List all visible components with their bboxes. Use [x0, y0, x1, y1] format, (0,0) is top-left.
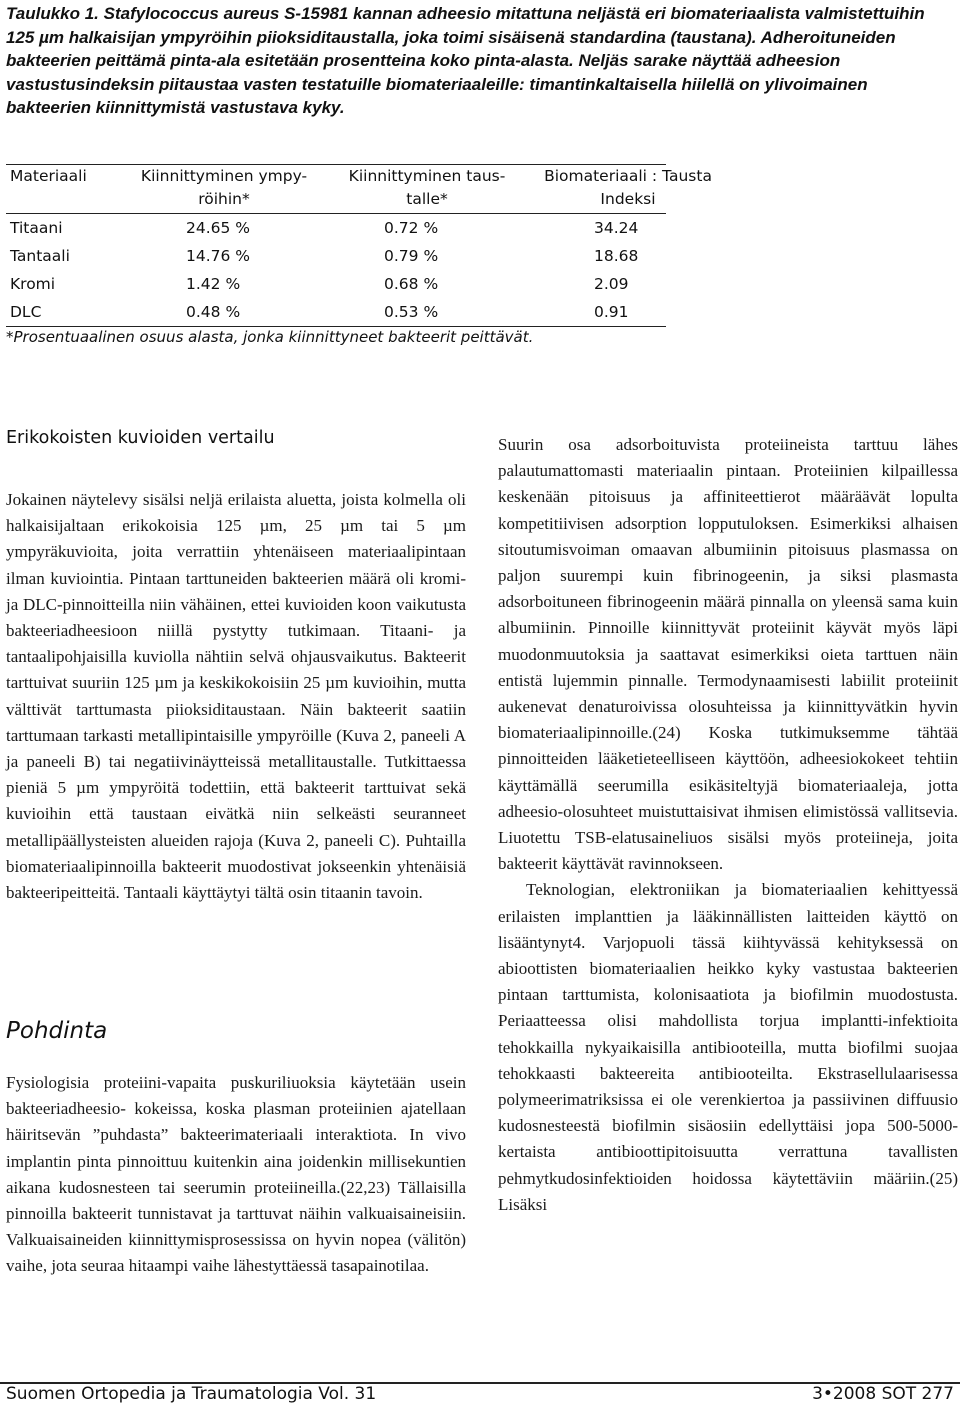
section-title: Erikokoisten kuvioiden vertailu: [6, 428, 275, 448]
left-column-discussion: [6, 1070, 466, 1280]
table-caption: Taulukko 1. Stafylococcus aureus S-15981 kannan adheesio mitattuna neljästä eri biomateriaalista valmistettuihin 125 µm halkaisijan ympyröihin piioksiditaustalla, joka toimi sisäisenä standardina (taustana). Adheroituneiden bakteerien peittämä pinta-ala esitetään prosentteina koko pinta-alasta. Neljäs sarake näyttää adheesion vastustusindeksin piitaustaa vasten testatuille biomateriaaleille: timantinkaltaisella hiilellä on ylivoimainen bakteerien kiinnittymistä vastustava kyky.: [6, 4, 925, 117]
table-header-pattern-adhesion: Kiinnittyminen ympy-röihin*: [140, 167, 308, 208]
table-cell: 18.68: [594, 247, 639, 265]
body-paragraph: Fysiologisia proteiini-vapaita puskuriliuoksia käytetään usein bakteeriadheesio- kokeissa, koska plasman proteiinien ajatellaan häiritsevän ”puhdasta” bakteerimateriaali interaktiota. In vivo implantin pinta pinnoittuu kuitenkin aina joidenkin millisekuntien aikana kudosnesteen tai seerumin proteiineilla.(22,23) Tällaisilla pinnoilla bakteerit tunnistavat ja tarttuvat näihin valkuaisaineisiin. Valkuaisaineiden kiinnittymisprosessissa on hyvin nopea (välitön) vaihe, jota seuraa hitaampi vaihe lähestyttäessä tasapainotilaa.: [6, 1073, 466, 1276]
table-cell: 0.79 %: [384, 247, 439, 265]
table-cell: 0.72 %: [384, 219, 439, 237]
table-cell: Titaani: [10, 219, 63, 237]
table-header-index: Biomateriaali : Tausta Indeksi: [544, 167, 712, 208]
table-cell: Kromi: [10, 275, 56, 293]
table-cell: 0.91: [594, 303, 629, 321]
right-column-body: [498, 432, 958, 1218]
left-column-body: [6, 487, 466, 906]
body-paragraph: Jokainen näytelevy sisälsi neljä erilaista aluetta, joista kolmella oli halkaisijaltaan erikokoisia 125 µm, 25 µm tai 5 µm ympyräkuvioita, joita verrattiin yhtenäiseen materiaalipintaan ilman kuviointia. Pintaan tarttuneiden bakteerien määrä oli kromi- ja DLC-pinnoitteilla niin vähäinen, ettei kuvioiden koon vaikutusta bakteeriadheesioon niillä pystytty tutkimaan. Titaani- ja tantaalipohjaisilla kuviolla nähtiin selvä ohjausvaikutus. Bakteerit tarttuivat suuriin 125 µm ja keskikokoisiin 25 µm kuvioihin, mutta välttivät tarttumasta piioksiditaustaan. Näin bakteerit saatiin tarttumaan tarkasti metallipintaisille ympyröille (Kuva 2, paneeli A ja paneeli B) tai negatiivinäytteissä metallitaustalle. Tutkittaessa pieniä 5 µm ympyröitä todettiin, että bakteerit tarttuivat sekä kuvioihin että taustaan eivätkä niin selkeästi seuranneet metallipäällysteisten alueiden rajoja (Kuva 2, paneeli C). Puhtailla biomateriaalipinnoilla bakteerit muodostivat jokseenkin yhtenäisiä bakteeripeitteitä. Tantaali käyttäytyi tältä osin titaanin tavoin.: [6, 490, 466, 903]
table-cell: 34.24: [594, 219, 639, 237]
table-row: [6, 213, 666, 242]
table-cell: 0.68 %: [384, 275, 439, 293]
table-header-material: Materiaali: [10, 167, 87, 185]
body-paragraph: Teknologian, elektroniikan ja biomateriaalien kehittyessä erilaisten implanttien ja lääkinnällisten laitteiden käyttö on lisääntynyt4. Varjopuoli tässä kiihtyvässä kehityksessä on abioottisten biomateriaalien heikko kyky vastustaa bakteerien pintaan tarttumista, kolonisaatiota ja biofilmin muodostusta. Periaatteessa olisi mahdollista torjua implantti-infektioita tehokkailla nykyaikaisilla antibiooteilla, mutta biofilmi suojaa tehokkaasti bakteereita antibiooteilta. Ekstrasellulaarisessa polymeerimatriksissa ei ole verenkiertoa ja passiivinen diffuusio kudosnesteestä biofilmin sisäosiin edellyttäisi jopa 500-5000-kertaista antibioottipitoisuutta verrattuna tavallisten pehmytkudosinfektioiden hoidossa käytettäviin määriin.(25) Lisäksi: [498, 880, 958, 1214]
body-paragraph: Suurin osa adsorboituvista proteiineista tarttuu lähes palautumattomasti materiaalin pintaan. Proteiinien kilpaillessa keskenään pitoisuus ja affiniteettierot määräävät lopulta kompetitiivisen adsorption lopputuloksen. Esimerkiksi alhaisen sitoutumisvoiman omaavan albumiinin pitoisuus plasmassa on paljon suurempi kuin fibrinogeenin, ja siksi plasmasta adsorboituneen fibrinogeenin määrä pinnalla on yleensä sama kuin albumiinin. Pinnoille kiinnittyvät proteiinit käyvät myös läpi muodonmuutoksia ja saattavat esimerkiksi oieta tarttuen näin entistä lujemmin pinnalle. Termodynaamisesti labiilit proteiinit aukenevat denaturoivissa olosuhteissa ja kiinnittyvätkin hyvin biomateriaalipinnoille.(24) Koska tutkimuksemme tähtää pinnoitteiden lääketieteelliseen käyttöön, adheesiokokeet tehtiin käyttämällä seerumilla esikäsiteltyjä biomateriaaleja, jotta adheesio-olosuhteet muistuttaisivat ihmisen elimistössä vallitsevia. Liuotettu TSB-elatusaineliuos sisälsi myös proteiineja, joita bakteerit käyttävät ravinnokseen.: [498, 435, 958, 874]
table-header-row: [6, 164, 712, 213]
table-cell: 14.76 %: [186, 247, 251, 265]
table-row: [6, 242, 666, 270]
table-footnote: *Prosentuaalinen osuus alasta, jonka kiinnittyneet bakteerit peittävät.: [6, 328, 534, 346]
page-info: 3•2008 SOT 277: [812, 1384, 954, 1404]
table-header-background-adhesion: Kiinnittyminen taus-talle*: [348, 167, 506, 208]
table-cell: Tantaali: [10, 247, 70, 265]
table-cell: 1.42 %: [186, 275, 241, 293]
table-cell: 0.48 %: [186, 303, 241, 321]
table-cell: 24.65 %: [186, 219, 251, 237]
discussion-heading: Pohdinta: [6, 1018, 108, 1044]
table-row: [6, 270, 666, 298]
table-row: [6, 298, 666, 327]
table-cell: 2.09: [594, 275, 629, 293]
table-cell: 0.53 %: [384, 303, 439, 321]
adhesion-table: [6, 164, 712, 327]
table-cell: DLC: [10, 303, 42, 321]
journal-name: Suomen Ortopedia ja Traumatologia Vol. 31: [6, 1384, 377, 1404]
